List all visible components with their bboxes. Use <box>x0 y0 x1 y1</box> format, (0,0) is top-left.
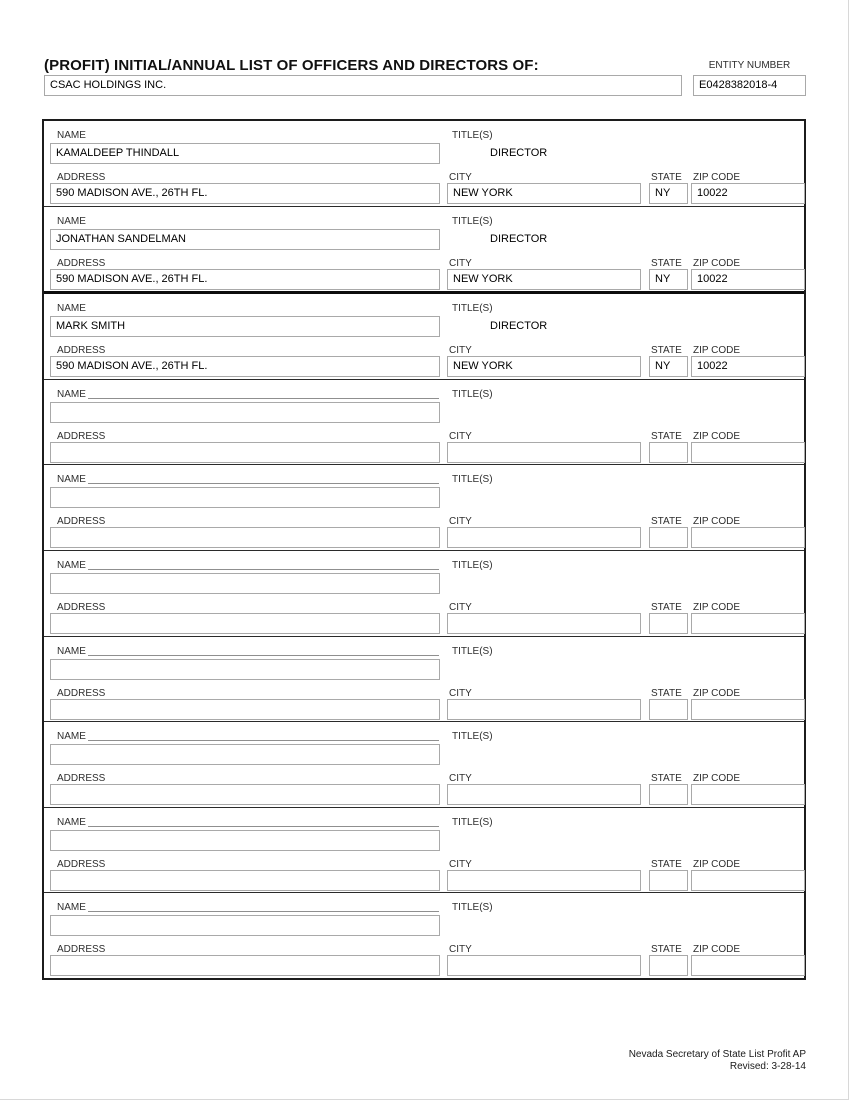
city-value: NEW YORK <box>453 360 513 373</box>
titles-label: TITLE(S) <box>452 130 493 141</box>
name-input[interactable] <box>50 229 440 250</box>
city-input[interactable] <box>447 784 641 805</box>
name-input[interactable] <box>50 659 440 680</box>
state-input[interactable] <box>649 955 688 976</box>
address-input[interactable] <box>50 955 440 976</box>
name-input[interactable] <box>50 573 440 594</box>
titles-label: TITLE(S) <box>452 303 493 315</box>
address-value: 590 MADISON AVE., 26TH FL. <box>56 360 208 373</box>
address-label: ADDRESS <box>57 430 106 442</box>
zip-input[interactable] <box>691 527 805 548</box>
zip-input[interactable] <box>691 356 805 377</box>
name-label: NAME <box>57 559 86 571</box>
city-input[interactable] <box>447 269 641 290</box>
name-rule-line <box>88 139 439 140</box>
entity-number-input[interactable] <box>693 75 806 96</box>
zip-input[interactable] <box>691 699 805 720</box>
city-value: NEW YORK <box>453 272 513 285</box>
name-label: NAME <box>57 816 86 828</box>
address-input[interactable] <box>50 870 440 891</box>
entity-number-value: E0428382018-4 <box>699 79 778 91</box>
zip-input[interactable] <box>691 955 805 976</box>
zip-label: ZIP CODE <box>693 601 741 613</box>
address-input[interactable] <box>50 183 440 204</box>
state-value: NY <box>655 360 671 373</box>
name-input[interactable] <box>50 744 440 765</box>
city-label: CITY <box>449 345 472 357</box>
address-input[interactable] <box>50 699 440 720</box>
name-label-row <box>57 389 439 401</box>
state-value: NY <box>655 272 671 285</box>
zip-label: ZIP CODE <box>693 345 741 357</box>
state-label: STATE <box>651 773 682 785</box>
zip-label: ZIP CODE <box>693 944 741 956</box>
name-rule-line <box>88 740 439 741</box>
name-rule-line <box>88 569 439 570</box>
officer-record <box>44 206 804 292</box>
name-input[interactable] <box>50 402 440 423</box>
officer-record <box>44 721 804 807</box>
name-label-row <box>57 130 439 142</box>
name-label-row <box>57 902 439 914</box>
officer-record <box>44 807 804 893</box>
state-value: NY <box>655 187 671 199</box>
name-label: NAME <box>57 303 86 315</box>
name-rule-line <box>88 826 439 827</box>
officer-record <box>44 379 804 465</box>
city-input[interactable] <box>447 442 641 463</box>
officer-record <box>44 892 804 978</box>
titles-label: TITLE(S) <box>452 645 493 657</box>
state-label: STATE <box>651 944 682 956</box>
name-label: NAME <box>57 215 86 227</box>
state-input[interactable] <box>649 527 688 548</box>
state-label: STATE <box>651 601 682 613</box>
name-label-row <box>57 303 439 315</box>
state-label: STATE <box>651 257 682 269</box>
name-label: NAME <box>57 130 86 141</box>
titles-input[interactable]: DIRECTOR <box>490 320 548 333</box>
name-rule-line <box>88 655 439 656</box>
name-label-row <box>57 560 439 572</box>
address-input[interactable] <box>50 784 440 805</box>
footer <box>629 1049 806 1073</box>
address-input[interactable] <box>50 442 440 463</box>
name-input[interactable] <box>50 143 440 164</box>
address-value: 590 MADISON AVE., 26TH FL. <box>56 187 208 199</box>
name-label: NAME <box>57 645 86 657</box>
footer-form-name: Nevada Secretary of State List Profit AP <box>628 1049 806 1060</box>
zip-label: ZIP CODE <box>693 257 741 269</box>
titles-label: TITLE(S) <box>452 816 493 828</box>
name-value: MARK SMITH <box>56 320 126 333</box>
address-label: ADDRESS <box>57 345 106 357</box>
name-rule-line <box>88 483 439 484</box>
address-input[interactable] <box>50 527 440 548</box>
city-input[interactable] <box>447 183 641 204</box>
officer-record <box>44 121 804 206</box>
state-input[interactable] <box>649 269 688 290</box>
city-label: CITY <box>449 172 472 183</box>
state-label: STATE <box>651 858 682 870</box>
address-label: ADDRESS <box>57 601 106 613</box>
address-label: ADDRESS <box>57 944 106 956</box>
address-label: ADDRESS <box>57 257 106 269</box>
name-label: NAME <box>57 902 86 914</box>
city-label: CITY <box>449 773 472 785</box>
state-label: STATE <box>651 687 682 699</box>
city-label: CITY <box>449 430 472 442</box>
name-label: NAME <box>57 388 86 400</box>
name-rule-line <box>88 312 439 313</box>
city-input[interactable] <box>447 699 641 720</box>
name-input[interactable] <box>50 316 440 337</box>
address-label: ADDRESS <box>57 858 106 870</box>
titles-label: TITLE(S) <box>452 388 493 400</box>
state-label: STATE <box>651 172 682 183</box>
address-value: 590 MADISON AVE., 26TH FL. <box>56 272 208 285</box>
state-input[interactable] <box>649 183 688 204</box>
zip-label: ZIP CODE <box>693 172 741 183</box>
city-label: CITY <box>449 858 472 870</box>
titles-label: TITLE(S) <box>452 731 493 743</box>
entity-name-value: CSAC HOLDINGS INC. <box>50 79 167 91</box>
address-input[interactable] <box>50 613 440 634</box>
titles-label: TITLE(S) <box>452 215 493 227</box>
officer-record <box>44 291 804 379</box>
state-input[interactable] <box>649 699 688 720</box>
form-title: (PROFIT) INITIAL/ANNUAL LIST OF OFFICERS AND DIRECTORS OF: <box>44 57 539 74</box>
name-rule-line <box>88 911 439 912</box>
state-input[interactable] <box>649 784 688 805</box>
titles-label: TITLE(S) <box>452 474 493 486</box>
city-label: CITY <box>449 944 472 956</box>
name-rule-line <box>88 225 439 226</box>
city-input[interactable] <box>447 955 641 976</box>
address-input[interactable] <box>50 356 440 377</box>
name-label: NAME <box>57 474 86 486</box>
zip-label: ZIP CODE <box>693 858 741 870</box>
titles-label: TITLE(S) <box>452 559 493 571</box>
state-label: STATE <box>651 516 682 528</box>
zip-input[interactable] <box>691 784 805 805</box>
name-label-row <box>57 474 439 486</box>
address-label: ADDRESS <box>57 687 106 699</box>
state-label: STATE <box>651 430 682 442</box>
name-rule-line <box>88 398 439 399</box>
name-input[interactable] <box>50 487 440 508</box>
zip-label: ZIP CODE <box>693 516 741 528</box>
city-label: CITY <box>449 601 472 613</box>
city-label: CITY <box>449 516 472 528</box>
officer-record <box>44 464 804 550</box>
zip-value: 10022 <box>697 360 728 373</box>
zip-label: ZIP CODE <box>693 773 741 785</box>
officer-record <box>44 550 804 636</box>
state-input[interactable] <box>649 613 688 634</box>
city-label: CITY <box>449 687 472 699</box>
name-label-row <box>57 817 439 829</box>
titles-input[interactable]: DIRECTOR <box>490 232 548 245</box>
zip-input[interactable] <box>691 613 805 634</box>
state-input[interactable] <box>649 442 688 463</box>
zip-value: 10022 <box>697 187 728 199</box>
zip-label: ZIP CODE <box>693 687 741 699</box>
state-input[interactable] <box>649 356 688 377</box>
titles-input[interactable]: DIRECTOR <box>490 147 548 159</box>
zip-input[interactable] <box>691 442 805 463</box>
entity-number-label: ENTITY NUMBER <box>708 60 791 71</box>
city-label: CITY <box>449 257 472 269</box>
city-input[interactable] <box>447 870 641 891</box>
zip-label: ZIP CODE <box>693 430 741 442</box>
name-value: JONATHAN SANDELMAN <box>56 232 186 245</box>
footer-revised: Revised: 3-28-14 <box>729 1061 806 1072</box>
titles-label: TITLE(S) <box>452 902 493 914</box>
name-label: NAME <box>57 731 86 743</box>
name-label-row <box>57 731 439 743</box>
entity-name-input[interactable] <box>44 75 682 96</box>
state-label: STATE <box>651 345 682 357</box>
officers-directors-list <box>42 119 806 980</box>
zip-input[interactable] <box>691 870 805 891</box>
officer-record <box>44 636 804 722</box>
name-label-row <box>57 646 439 658</box>
name-value: KAMALDEEP THINDALL <box>56 147 180 159</box>
name-input[interactable] <box>50 830 440 851</box>
city-input[interactable] <box>447 356 641 377</box>
address-label: ADDRESS <box>57 773 106 785</box>
city-value: NEW YORK <box>453 187 513 199</box>
name-input[interactable] <box>50 915 440 936</box>
zip-value: 10022 <box>697 272 728 285</box>
address-input[interactable] <box>50 269 440 290</box>
city-input[interactable] <box>447 527 641 548</box>
zip-input[interactable] <box>691 269 805 290</box>
address-label: ADDRESS <box>57 516 106 528</box>
city-input[interactable] <box>447 613 641 634</box>
state-input[interactable] <box>649 870 688 891</box>
zip-input[interactable] <box>691 183 805 204</box>
address-label: ADDRESS <box>57 172 106 183</box>
name-label-row <box>57 216 439 228</box>
